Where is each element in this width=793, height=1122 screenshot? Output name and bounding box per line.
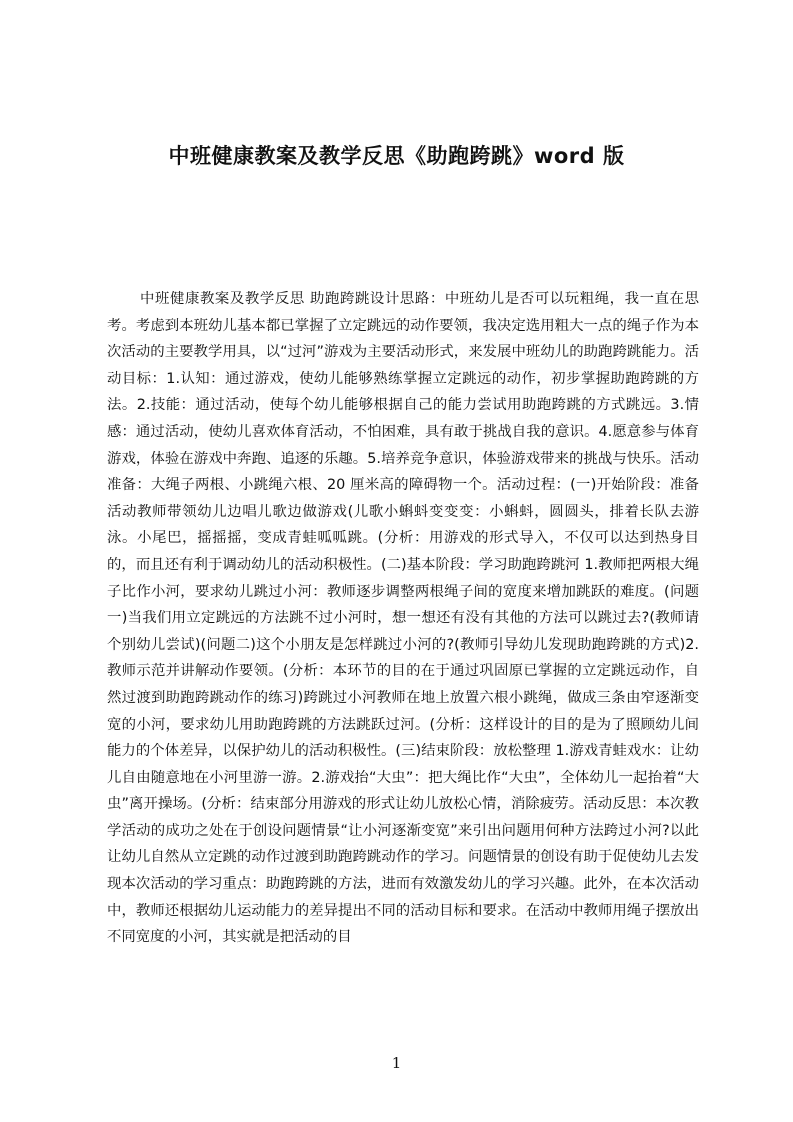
document-title: 中班健康教案及教学反思《助跑跨跳》word 版	[168, 144, 625, 168]
document-body-paragraph: 中班健康教案及教学反思 助跑跨跳设计思路：中班幼儿是否可以玩粗绳，我一直在思考。考虑到本班幼儿基本都已掌握了立定跳远的动作要领，我决定选用粗大一点的绳子作为本次活动的主要教学用具，以“过河”游戏为主要活动形式，来发展中班幼儿的助跑跨跳能力。活动目标：1.认知：通过游戏，使幼儿能够熟练掌握立定跳远的动作，初步掌握助跑跨跳的方法。2.技能：通过活动，使每个幼儿能够根据自己的能力尝试用助跑跨跳的方式跳远。3.情感：通过活动，使幼儿喜欢体育活动，不怕困难，具有敢于挑战自我的意识。4.愿意参与体育游戏，体验在游戏中奔跑、追逐的乐趣。5.培养竞争意识，体验游戏带来的挑战与快乐。活动准备：大绳子两根、小跳绳六根、20 厘米高的障碍物一个。活动过程：(一)开始阶段：准备活动教师带领幼儿边唱儿歌边做游戏(儿歌小蝌蚪变变变：小蝌蚪，圆圆头，排着长队去游泳。小尾巴，摇摇摇，变成青蛙呱呱跳。(分析：用游戏的形式导入，不仅可以达到热身目的，而且还有利于调动幼儿的活动积极性。(二)基本阶段：学习助跑跨跳河 1.教师把两根大绳子比作小河，要求幼儿跳过小河：教师逐步调整两根绳子间的宽度来增加跳跃的难度。(问题一)当我们用立定跳远的方法跳不过小河时，想一想还有没有其他的方法可以跳过去?(教师请个别幼儿尝试)(问题二)这个小朋友是怎样跳过小河的?(教师引导幼儿发现助跑跨跳的方式)2.教师示范并讲解动作要领。(分析：本环节的目的在于通过巩固原已掌握的立定跳远动作，自然过渡到助跑跨跳动作的练习)跨跳过小河教师在地上放置六根小跳绳，做成三条由窄逐渐变宽的小河，要求幼儿用助跑跨跳的方法跳跃过河。(分析：这样设计的目的是为了照顾幼儿间能力的个体差异，以保护幼儿的活动积极性。(三)结束阶段：放松整理 1.游戏青蛙戏水：让幼儿自由随意地在小河里游一游。2.游戏抬“大虫”：把大绳比作“大虫”，全体幼儿一起抬着“大虫”离开操场。(分析：结束部分用游戏的形式让幼儿放松心情，消除疲劳。活动反思：本次教学活动的成功之处在于创设问题情景“让小河逐渐变宽”来引出问题用何种方法跨过小河?以此让幼儿自然从立定跳的动作过渡到助跑跨跳动作的学习。问题情景的创设有助于促使幼儿去发现本次活动的学习重点：助跑跨跳的方法，进而有效激发幼儿的学习兴趣。此外，在本次活动中，教师还根据幼儿运动能力的差异提出不同的活动目标和要求。在活动中教师用绳子摆放出不同宽度的小河，其实就是把活动的目	[107, 291, 699, 946]
page-number: 1	[391, 1054, 402, 1072]
